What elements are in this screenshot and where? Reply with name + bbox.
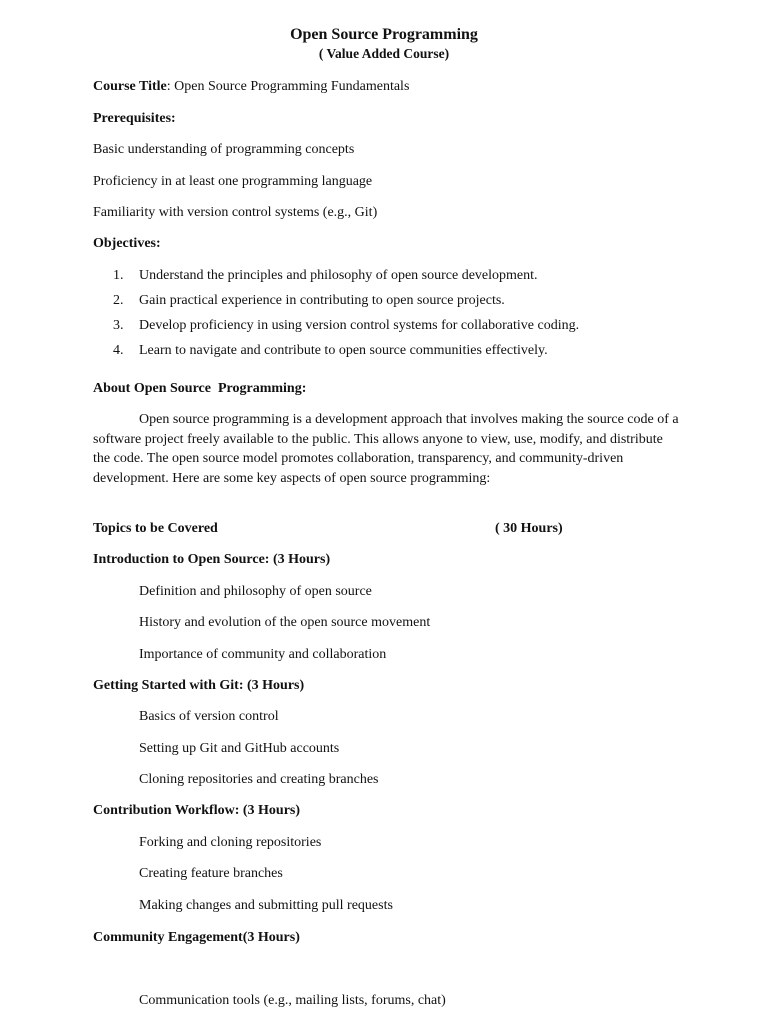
topic-item: History and evolution of the open source movement	[139, 615, 431, 630]
topic-item: Setting up Git and GitHub accounts	[139, 741, 340, 756]
topic-item: Cloning repositories and creating branches	[139, 772, 379, 787]
topic-item: Making changes and submitting pull requests	[139, 898, 393, 913]
prerequisite-item: Proficiency in at least one programming language	[93, 174, 373, 189]
section-heading: Introduction to Open Source: (3 Hours)	[93, 552, 331, 567]
topic-item: Creating feature branches	[139, 866, 283, 881]
page-subtitle: ( Value Added Course)	[318, 46, 450, 61]
objective-number: 4.	[113, 343, 124, 358]
objective-item: Learn to navigate and contribute to open source communities effectively.	[139, 343, 548, 358]
objective-number: 3.	[113, 318, 124, 333]
objective-number: 2.	[113, 293, 124, 308]
topic-item: Definition and philosophy of open source	[139, 584, 372, 599]
course-title-label: Course Title	[93, 79, 167, 94]
topics-heading: Topics to be Covered	[93, 521, 218, 536]
objective-item: Develop proficiency in using version control systems for collaborative coding.	[139, 318, 580, 333]
objective-number: 1.	[113, 268, 124, 283]
objectives-heading: Objectives:	[93, 236, 161, 251]
topics-hours: ( 30 Hours)	[495, 521, 563, 536]
topic-item: Communication tools (e.g., mailing lists, forums, chat)	[139, 993, 446, 1008]
topic-item: Importance of community and collaboration	[139, 647, 387, 662]
prerequisites-heading: Prerequisites:	[93, 111, 176, 126]
about-heading: About Open Source Programming:	[93, 381, 307, 396]
page-title: Open Source Programming	[290, 26, 478, 43]
topic-item: Basics of version control	[139, 709, 279, 724]
about-paragraph: Open source programming is a development approach that involves making the source code of a software project freely available to the public. This allows anyone to view, use, modify, and distribute the code. The open source model promotes collaboration, transparency, and community-driven development. Here are some key aspects of open source programming:	[93, 412, 679, 486]
section-heading: Community Engagement(3 Hours)	[93, 930, 300, 945]
topic-item: Forking and cloning repositories	[139, 835, 322, 850]
course-title-line	[93, 78, 409, 96]
objective-item: Gain practical experience in contributing to open source projects.	[139, 293, 505, 308]
section-heading: Contribution Workflow: (3 Hours)	[93, 803, 301, 818]
prerequisite-item: Familiarity with version control systems (e.g., Git)	[93, 205, 378, 220]
course-title-value: : Open Source Programming Fundamentals	[166, 79, 410, 94]
objective-item: Understand the principles and philosophy of open source development.	[139, 268, 538, 283]
section-heading: Getting Started with Git: (3 Hours)	[93, 678, 305, 693]
prerequisite-item: Basic understanding of programming concepts	[93, 142, 355, 157]
